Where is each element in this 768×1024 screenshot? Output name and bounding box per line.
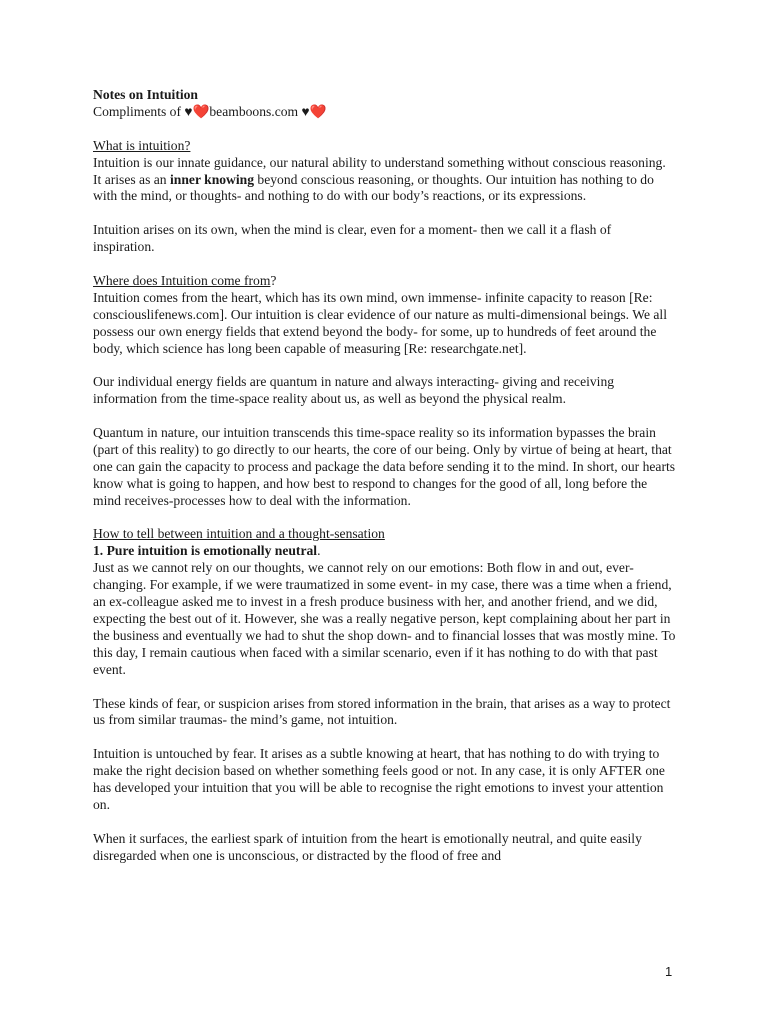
paragraph (93, 155, 676, 206)
heading-text: Where does Intuition come from (93, 272, 271, 288)
paragraph: Just as we cannot rely on our thoughts, we cannot rely on our emotions: Both flow in and out, ever-changing. For example, if we were traumatized in some event- in my case, there was a time when a friend, an ex-colleague asked me to invest in a fresh produce business with her, and another friend, and we did, expecting the best out of it. However, she was a really negative person, kept complaining about her part in the business and eventually we had to shut the shop down- and to financial losses that was mostly mine. To this day, I remain cautious when faced with a similar scenario, even if it has nothing to do with that past event. (93, 560, 676, 677)
compliments-line: Compliments of ♥❤️beamboons.com ♥❤️ (93, 103, 327, 119)
document-body (93, 87, 676, 881)
page-number: 1 (665, 964, 673, 979)
paragraph: These kinds of fear, or suspicion arises from stored information in the brain, that arises as a way to protect us from similar traumas- the mind’s game, not intuition. (93, 695, 671, 728)
paragraph: When it surfaces, the earliest spark of intuition from the heart is emotionally neutral, and quite easily disregarded when one is unconscious, or distracted by the flood of free and (93, 830, 642, 863)
paragraph: Intuition is untouched by fear. It arises as a subtle knowing at heart, that has nothing to do with trying to make the right decision based on whether something feels good or not. In any case, it is only AFTER one has developed your intuition that you will be able to recognise the right emotions to invest your attention on. (93, 746, 665, 812)
section-heading-where-from (93, 273, 676, 290)
bold-text: inner knowing (170, 171, 255, 187)
text-run: beyond conscious reasoning, or thoughts. Our intuition has nothing to do with the mind, or thoughts- and nothing to do with our body’s reactions, or its expressions. (93, 171, 654, 204)
heading-punct: ? (270, 272, 277, 288)
bold-text: 1. Pure intuition is emotionally neutral (93, 543, 318, 559)
section-heading-what-is-intuition: What is intuition? (93, 137, 191, 153)
paragraph: Quantum in nature, our intuition transcends this time-space reality so its information bypasses the brain (part of this reality) to go directly to our hearts, the core of our being. Only by virtue of being at heart, that one can gain the capacity to process and package the data before sending it to the mind. In short, our hearts know what is going to happen, and how best to respond to changes for the good of all, long before the mind receives-processes how to deal with the information. (93, 425, 676, 508)
text-run: Intuition is our innate guidance, our natural ability to understand something without conscious reasoning. It arises as an (93, 154, 666, 187)
paragraph: Our individual energy fields are quantum in nature and always interacting- giving and receiving information from the time-space reality about us, as well as beyond the physical realm. (93, 374, 615, 407)
paragraph: Intuition comes from the heart, which has its own mind, own immense- infinite capacity to reason [Re: consciouslifenews.com]. Our intuition is clear evidence of our nature as multi-dimensional beings. We all possess our own energy fields that extend beyond the body- for some, up to hundreds of feet around the body, which science has long been capable of measuring [Re: researchgate.net]. (93, 289, 667, 356)
text-run: . (317, 543, 321, 559)
subheading-pure-intuition (93, 543, 676, 560)
section-heading-how-to-tell: How to tell between intuition and a thought-sensation (93, 526, 385, 542)
paragraph: Intuition arises on its own, when the mind is clear, even for a moment- then we call it a flash of inspiration. (93, 222, 612, 255)
document-title: Notes on Intuition (93, 87, 198, 102)
